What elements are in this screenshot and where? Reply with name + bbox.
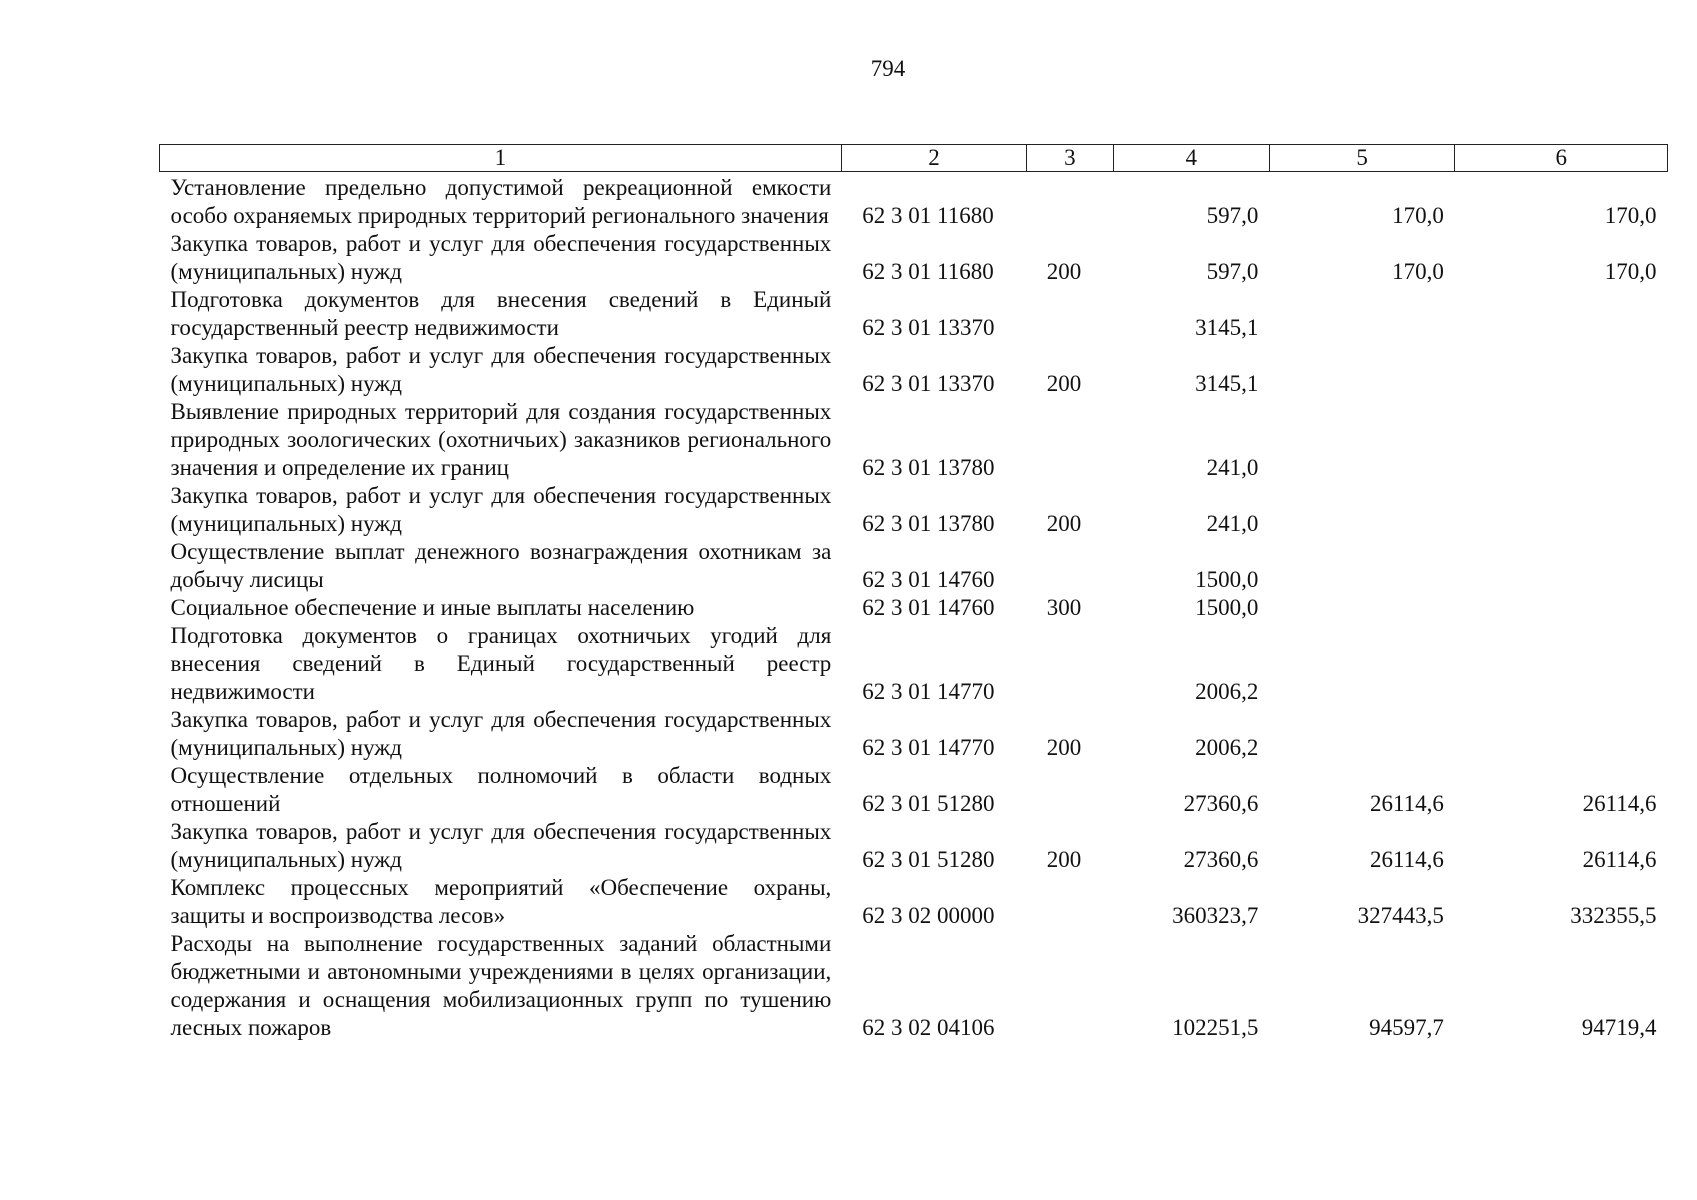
row-name: Подготовка документов о границах охотничьих угодий для внесения сведений в Единый государственный реестр недвижимости: [170, 623, 832, 704]
row-value-6: 94719,4: [1581, 1015, 1657, 1040]
table-row: [160, 930, 1668, 1042]
row-name: Комплекс процессных мероприятий «Обеспечение охраны, защиты и воспроизводства лесов»: [170, 875, 832, 928]
row-value-4: 1500,0: [1195, 595, 1259, 620]
table-row: [160, 706, 1668, 762]
column-header-6: 6: [1455, 145, 1668, 172]
row-value-4: 102251,5: [1172, 1015, 1259, 1040]
row-code: 62 3 01 11680: [862, 259, 994, 284]
row-code: 62 3 01 14760: [862, 595, 995, 620]
row-value-5: [1269, 594, 1454, 622]
row-name: Закупка товаров, работ и услуг для обеспечения государственных (муниципальных) нужд: [170, 483, 832, 536]
row-value-4: 3145,1: [1195, 371, 1259, 396]
row-expense-type: [1027, 286, 1113, 342]
row-value-5: 327443,5: [1357, 903, 1444, 928]
row-code: 62 3 01 14770: [862, 679, 995, 704]
table-row: [160, 230, 1668, 286]
table-row: [160, 172, 1668, 231]
column-header-2: 2: [841, 145, 1026, 172]
row-expense-type: [1027, 172, 1113, 231]
table-row: [160, 594, 1668, 622]
row-code: 62 3 01 14760: [862, 567, 995, 592]
row-name: Закупка товаров, работ и услуг для обеспечения государственных (муниципальных) нужд: [170, 231, 832, 284]
row-value-6: [1455, 286, 1668, 342]
row-value-5: 170,0: [1392, 203, 1444, 228]
row-expense-type: 300: [1046, 595, 1082, 620]
row-expense-type: [1027, 930, 1113, 1042]
row-value-4: 27360,6: [1183, 847, 1259, 872]
row-value-6: 332355,5: [1570, 903, 1657, 928]
row-value-5: [1269, 398, 1454, 482]
row-expense-type: 200: [1046, 371, 1082, 396]
header-row: [160, 145, 1668, 172]
row-value-5: 94597,7: [1369, 1015, 1444, 1040]
page-number: 794: [870, 56, 906, 81]
row-value-4: 597,0: [1206, 203, 1259, 228]
budget-table: [159, 144, 1668, 1042]
row-value-6: 170,0: [1604, 259, 1657, 284]
row-value-5: 170,0: [1392, 259, 1444, 284]
row-code: 62 3 01 13370: [862, 371, 995, 396]
row-name: Закупка товаров, работ и услуг для обеспечения государственных (муниципальных) нужд: [170, 343, 832, 396]
table-row: [160, 342, 1668, 398]
row-value-6: [1455, 706, 1668, 762]
row-code: 62 3 01 13370: [862, 315, 995, 340]
row-code: 62 3 01 51280: [862, 847, 995, 872]
row-name: Закупка товаров, работ и услуг для обеспечения государственных (муниципальных) нужд: [170, 819, 832, 872]
row-code: 62 3 01 13780: [862, 511, 995, 536]
row-value-5: [1269, 342, 1454, 398]
row-name: Подготовка документов для внесения сведений в Единый государственный реестр недвижимости: [170, 287, 832, 340]
table-row: [160, 818, 1668, 874]
row-value-5: [1269, 538, 1454, 594]
row-name: Расходы на выполнение государственных заданий областными бюджетными и автономными учреждениями в целях организации, содержания и оснащения мобилизационных групп по тушению лесных пожаров: [170, 931, 832, 1040]
row-value-6: 26114,6: [1582, 847, 1657, 872]
row-expense-type: [1027, 622, 1113, 706]
row-value-4: 2006,2: [1195, 679, 1259, 704]
row-name: Социальное обеспечение и иные выплаты населению: [170, 595, 695, 620]
table-row: [160, 538, 1668, 594]
row-value-6: 170,0: [1604, 203, 1657, 228]
row-value-5: [1269, 482, 1454, 538]
row-value-6: [1455, 482, 1668, 538]
row-value-4: 3145,1: [1195, 315, 1259, 340]
row-expense-type: [1027, 398, 1113, 482]
row-expense-type: 200: [1046, 847, 1082, 872]
row-value-4: 241,0: [1206, 511, 1259, 536]
row-expense-type: [1027, 762, 1113, 818]
table-row: [160, 286, 1668, 342]
row-value-6: [1455, 538, 1668, 594]
row-name: Выявление природных территорий для создания государственных природных зоологических (охотничьих) заказников регионального значения и определение их границ: [170, 399, 832, 480]
table-row: [160, 398, 1668, 482]
row-expense-type: 200: [1046, 259, 1082, 284]
table-header: [160, 145, 1668, 172]
row-value-4: 27360,6: [1183, 791, 1259, 816]
row-value-6: [1455, 594, 1668, 622]
row-value-5: [1269, 622, 1454, 706]
row-value-5: [1269, 706, 1454, 762]
row-code: 62 3 01 11680: [862, 203, 994, 228]
row-value-6: 26114,6: [1582, 791, 1657, 816]
row-value-4: 1500,0: [1195, 567, 1259, 592]
row-code: 62 3 01 51280: [862, 791, 995, 816]
row-expense-type: 200: [1046, 511, 1082, 536]
column-header-4: 4: [1113, 145, 1269, 172]
column-header-1: 1: [160, 145, 842, 172]
table-row: [160, 762, 1668, 818]
row-name: Осуществление выплат денежного вознаграждения охотникам за добычу лисицы: [170, 539, 832, 592]
table-row: [160, 482, 1668, 538]
row-expense-type: [1027, 874, 1113, 930]
row-code: 62 3 02 04106: [862, 1015, 995, 1040]
row-value-4: 241,0: [1206, 455, 1259, 480]
row-name: Закупка товаров, работ и услуг для обеспечения государственных (муниципальных) нужд: [170, 707, 832, 760]
row-value-6: [1455, 622, 1668, 706]
column-header-3: 3: [1027, 145, 1113, 172]
row-value-6: [1455, 398, 1668, 482]
column-header-5: 5: [1269, 145, 1454, 172]
row-expense-type: 200: [1046, 735, 1082, 760]
row-code: 62 3 01 14770: [862, 735, 995, 760]
table-row: [160, 874, 1668, 930]
table-row: [160, 622, 1668, 706]
row-value-4: 2006,2: [1195, 735, 1259, 760]
table-body: [160, 172, 1668, 1043]
row-value-5: 26114,6: [1369, 847, 1444, 872]
row-name: Установление предельно допустимой рекреационной емкости особо охраняемых природных территорий регионального значения: [170, 175, 832, 228]
row-name: Осуществление отдельных полномочий в области водных отношений: [170, 763, 832, 816]
row-value-5: 26114,6: [1369, 791, 1444, 816]
row-expense-type: [1027, 538, 1113, 594]
row-code: 62 3 02 00000: [862, 903, 995, 928]
row-value-4: 597,0: [1206, 259, 1259, 284]
row-code: 62 3 01 13780: [862, 455, 995, 480]
row-value-4: 360323,7: [1172, 903, 1259, 928]
row-value-6: [1455, 342, 1668, 398]
row-value-5: [1269, 286, 1454, 342]
